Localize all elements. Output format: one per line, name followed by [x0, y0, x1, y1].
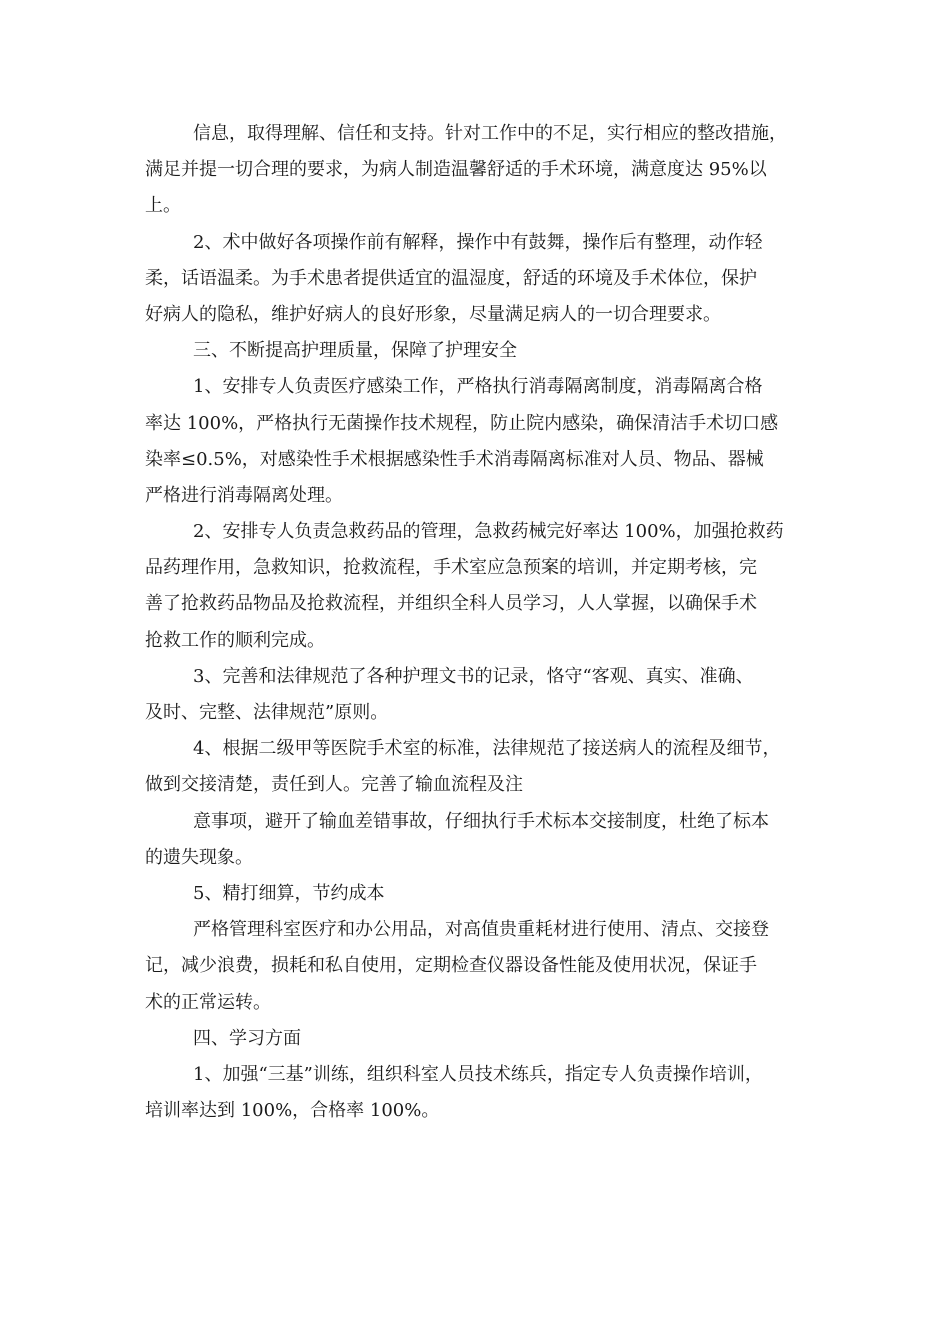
- text-line: 染率≤0.5%，对感染性手术根据感染性手术消毒隔离标准对人员、物品、器械: [145, 448, 764, 470]
- text-line: 做到交接清楚，责任到人。完善了输血流程及注: [145, 774, 523, 796]
- text-line: 3、完善和法律规范了各种护理文书的记录，恪守“客观、真实、准确、: [193, 665, 754, 687]
- text-line: 四、学习方面: [193, 1027, 301, 1049]
- text-line: 2、安排专人负责急救药品的管理，急救药械完好率达 100%，加强抢救药: [193, 521, 784, 543]
- text-line: 意事项，避开了输血差错事故，仔细执行手术标本交接制度，杜绝了标本: [193, 810, 769, 832]
- text-line: 1、加强“三基”训练，组织科室人员技术练兵，指定专人负责操作培训，: [193, 1063, 763, 1085]
- text-line: 的遗失现象。: [145, 846, 253, 868]
- text-line: 满足并提一切合理的要求，为病人制造温馨舒适的手术环境，满意度达 95%以: [145, 159, 767, 181]
- text-line: 抢救工作的顺利完成。: [145, 629, 325, 651]
- text-line: 1、安排专人负责医疗感染工作，严格执行消毒隔离制度，消毒隔离合格: [193, 376, 763, 398]
- text-line: 柔，话语温柔。为手术患者提供适宜的温湿度，舒适的环境及手术体位，保护: [145, 267, 757, 289]
- text-line: 2、术中做好各项操作前有解释，操作中有鼓舞，操作后有整理，动作轻: [193, 231, 763, 253]
- document-body: [145, 116, 815, 1129]
- text-line: 善了抢救药品物品及抢救流程，并组织全科人员学习，人人掌握，以确保手术: [145, 593, 757, 615]
- text-line: 及时、完整、法律规范”原则。: [145, 702, 389, 723]
- text-line: 术的正常运转。: [145, 991, 271, 1013]
- text-line: 率达 100%，严格执行无菌操作技术规程，防止院内感染，确保清洁手术切口感: [145, 412, 779, 434]
- text-line: 三、不断提高护理质量，保障了护理安全: [193, 340, 517, 362]
- text-line: 上。: [145, 195, 181, 217]
- text-line: 严格管理科室医疗和办公用品，对高值贵重耗材进行使用、清点、交接登: [193, 919, 769, 941]
- text-line: 品药理作用，急救知识，抢救流程，手术室应急预案的培训，并定期考核，完: [145, 557, 757, 579]
- text-line: 记，减少浪费，损耗和私自使用，定期检查仪器设备性能及使用状况，保证手: [145, 955, 757, 977]
- text-line: 严格进行消毒隔离处理。: [145, 484, 343, 506]
- text-line: 好病人的隐私，维护好病人的良好形象，尽量满足病人的一切合理要求。: [145, 303, 721, 325]
- text-line: 5、精打细算，节约成本: [193, 882, 385, 904]
- text-line: 信息，取得理解、信任和支持。针对工作中的不足，实行相应的整改措施，: [193, 123, 787, 144]
- text-line: 培训率达到 100%，合格率 100%。: [145, 1100, 440, 1122]
- text-line: 4、根据二级甲等医院手术室的标准，法律规范了接送病人的流程及细节，: [193, 738, 781, 760]
